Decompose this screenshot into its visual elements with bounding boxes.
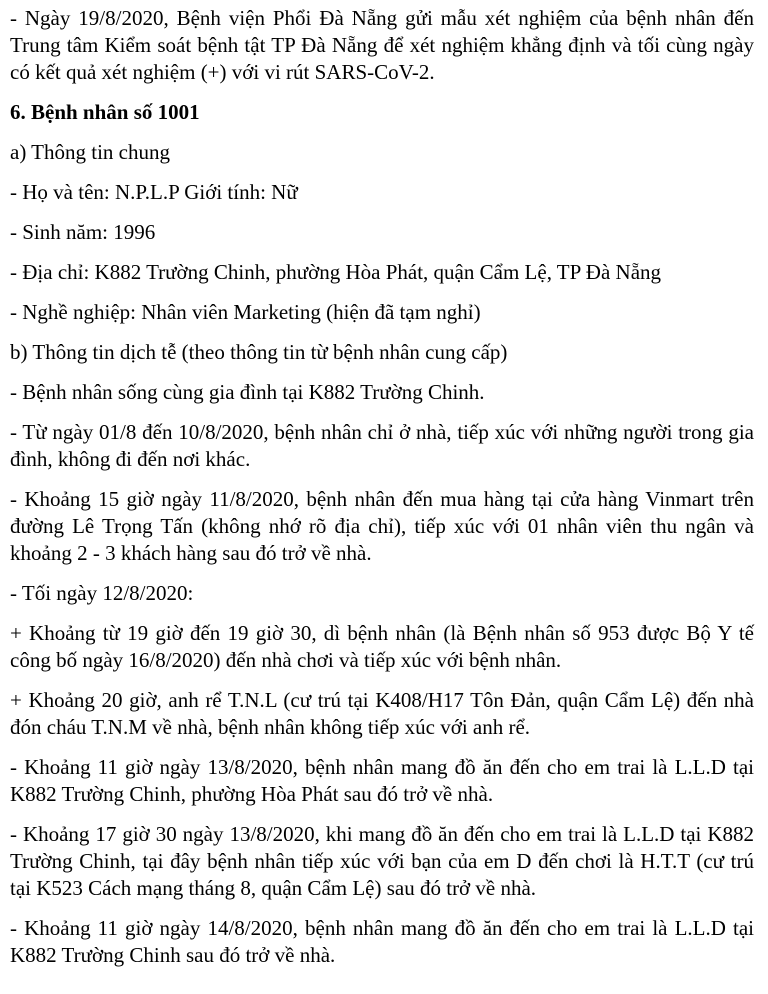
paragraph-test-result: - Ngày 19/8/2020, Bệnh viện Phổi Đà Nẵng gửi mẫu xét nghiệm của bệnh nhân đến Trung tâm Kiểm soát bệnh tật TP Đà Nẵng để xét nghiệm khẳng định và tối cùng ngày có kết quả xét nghiệm (+) với vi rút SARS-CoV-2. bbox=[10, 6, 754, 84]
paragraph-timeline-12-aug-20h: + Khoảng 20 giờ, anh rể T.N.L (cư trú tại K408/H17 Tôn Đản, quận Cẩm Lệ) đến nhà đón cháu T.N.M về nhà, bệnh nhân không tiếp xúc với anh rể. bbox=[10, 688, 754, 739]
paragraph-timeline-11-aug: - Khoảng 15 giờ ngày 11/8/2020, bệnh nhân đến mua hàng tại cửa hàng Vinmart trên đường Lê Trọng Tấn (không nhớ rõ địa chỉ), tiếp xúc với 01 nhân viên thu ngân và khoảng 2 - 3 khách hàng sau đó trở về nhà. bbox=[10, 487, 754, 565]
paragraph-address: - Địa chỉ: K882 Trường Chinh, phường Hòa Phát, quận Cẩm Lệ, TP Đà Nẵng bbox=[10, 260, 662, 284]
subheading-epidemiology-info: b) Thông tin dịch tễ (theo thông tin từ bệnh nhân cung cấp) bbox=[10, 340, 508, 364]
paragraph-name-gender: - Họ và tên: N.P.L.P Giới tính: Nữ bbox=[10, 180, 298, 204]
paragraph-occupation: - Nghề nghiệp: Nhân viên Marketing (hiện đã tạm nghỉ) bbox=[10, 300, 481, 324]
paragraph-residence: - Bệnh nhân sống cùng gia đình tại K882 Trường Chinh. bbox=[10, 380, 485, 404]
paragraph-timeline-14-aug-11h: - Khoảng 11 giờ ngày 14/8/2020, bệnh nhân mang đồ ăn đến cho em trai là L.L.D tại K882 Trường Chinh sau đó trở về nhà. bbox=[10, 916, 754, 967]
paragraph-timeline-12-aug-evening: - Tối ngày 12/8/2020: bbox=[10, 581, 194, 605]
paragraph-timeline-01-10-aug: - Từ ngày 01/8 đến 10/8/2020, bệnh nhân chỉ ở nhà, tiếp xúc với những người trong gia đình, không đi đến nơi khác. bbox=[10, 420, 754, 471]
paragraph-timeline-12-aug-19h: + Khoảng từ 19 giờ đến 19 giờ 30, dì bệnh nhân (là Bệnh nhân số 953 được Bộ Y tế công bố ngày 16/8/2020) đến nhà chơi và tiếp xúc với bệnh nhân. bbox=[10, 621, 754, 672]
subheading-general-info: a) Thông tin chung bbox=[10, 140, 171, 164]
paragraph-timeline-13-aug-17h30: - Khoảng 17 giờ 30 ngày 13/8/2020, khi mang đồ ăn đến cho em trai là L.L.D tại K882 Trường Chinh, tại đây bệnh nhân tiếp xúc với bạn của em D đến chơi là H.T.T (cư trú tại K523 Cách mạng tháng 8, quận Cẩm Lệ) sau đó trở về nhà. bbox=[10, 822, 754, 900]
section-heading-patient-1001: 6. Bệnh nhân số 1001 bbox=[10, 100, 200, 124]
paragraph-timeline-13-aug-11h: - Khoảng 11 giờ ngày 13/8/2020, bệnh nhân mang đồ ăn đến cho em trai là L.L.D tại K882 Trường Chinh, phường Hòa Phát sau đó trở về nhà. bbox=[10, 755, 754, 806]
paragraph-birth-year: - Sinh năm: 1996 bbox=[10, 220, 156, 244]
